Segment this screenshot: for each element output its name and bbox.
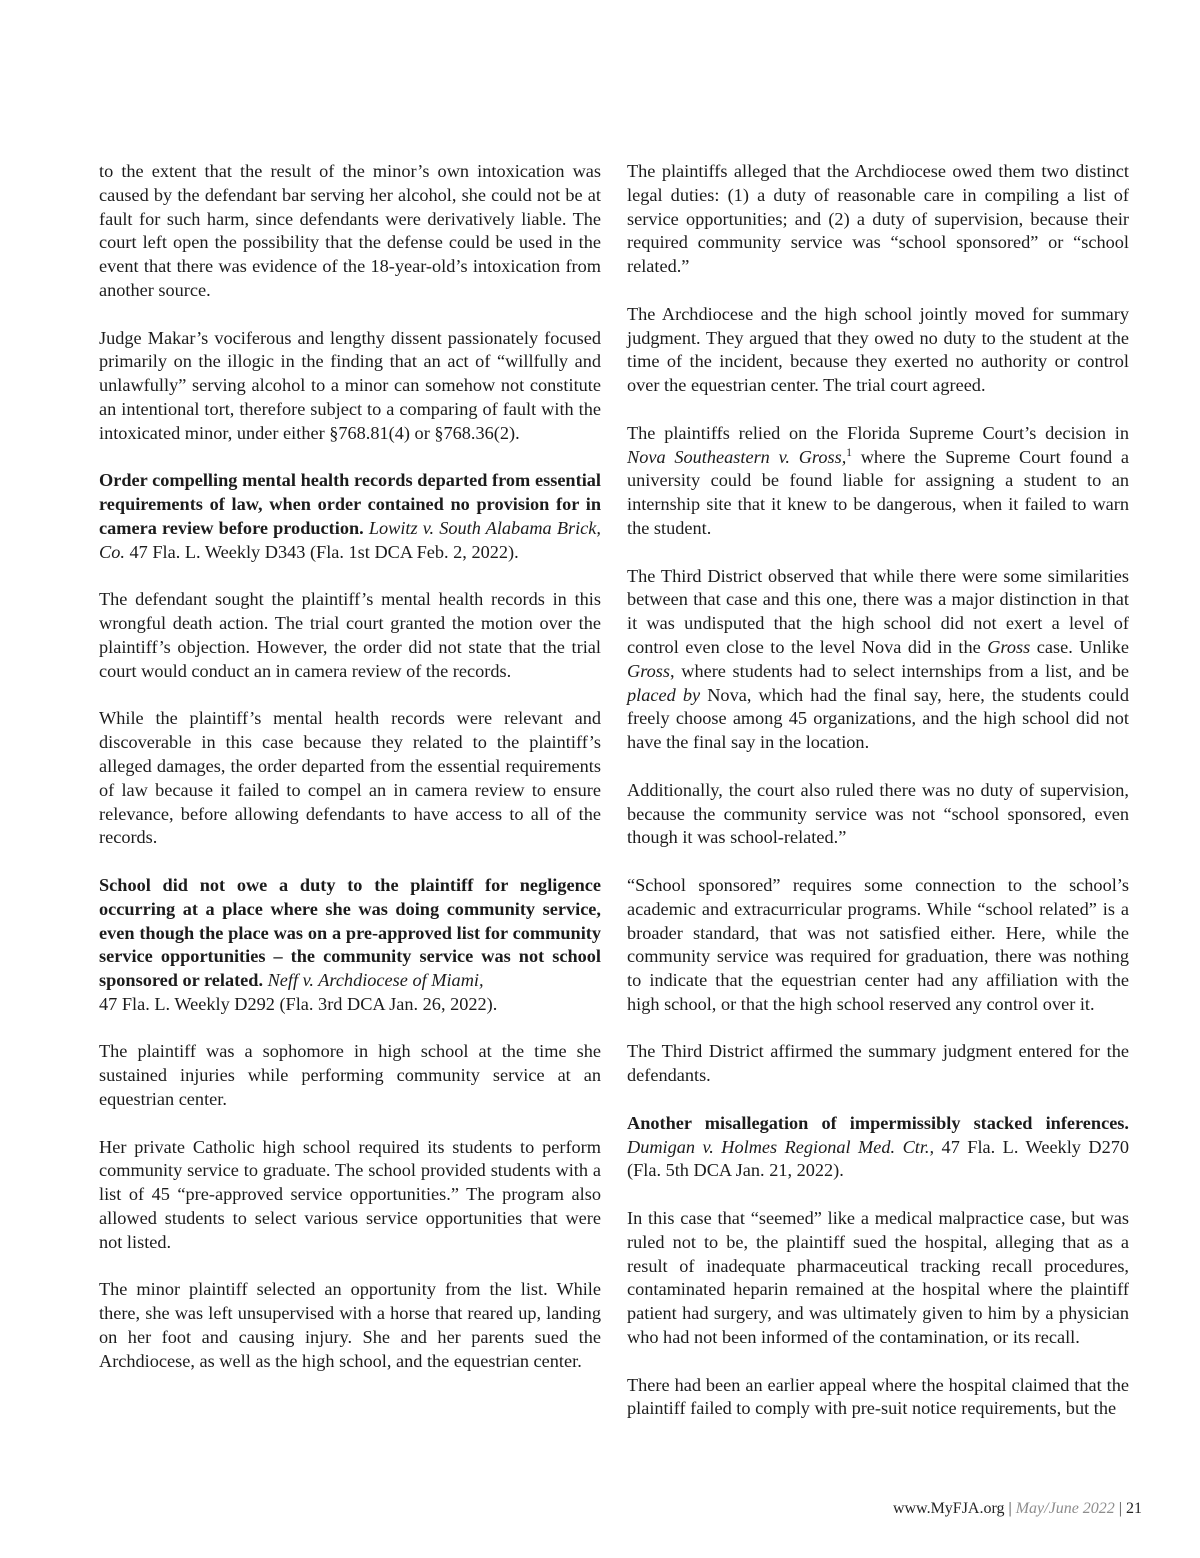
- text: case. Unlike: [1036, 636, 1129, 657]
- paragraph: The Third District affirmed the summary judgment entered for the defendants.: [627, 1041, 1129, 1086]
- footer-separator: |: [1008, 1500, 1012, 1517]
- case-citation: 47 Fla. L. Weekly D343 (Fla. 1st DCA Feb. 2, 2022).: [129, 541, 519, 562]
- text: , where students had to select internships from a list, and be: [670, 660, 1129, 681]
- case-name: Nova Southeastern v. Gross,: [627, 446, 847, 467]
- paragraph: Additionally, the court also ruled there was no duty of supervision, because the community service was not “school sponsored, even though it was school-related.”: [627, 779, 1129, 848]
- footnote-ref[interactable]: 1: [846, 446, 852, 459]
- text: The Third District observed that while there were some similarities between that case and this one, there was a major distinction in that it was undisputed that the high school did not exert a level of control even close to the level Nova did in the: [627, 565, 1129, 657]
- footer-separator: |: [1118, 1500, 1122, 1517]
- paragraph: While the plaintiff’s mental health records were relevant and discoverable in this case because they related to the plaintiff’s alleged damages, the order departed from the essential requirements of law because it failed to compel an in camera review to ensure relevance, before allowing defendants to have access to all of the records.: [99, 708, 601, 848]
- text: Nova, which had the final say, here, the students could freely choose among 45 organizations, and the high school did not have the final say in the location.: [627, 684, 1130, 753]
- paragraph: There had been an earlier appeal where the hospital claimed that the plaintiff failed to comply with pre-suit notice requirements, but the: [627, 1374, 1129, 1419]
- text: The plaintiffs relied on the Florida Supreme Court’s decision in: [627, 422, 1129, 443]
- paragraph: Judge Makar’s vociferous and lengthy dissent passionately focused primarily on the illogic in the finding that an act of “willfully and unlawfully” serving alcohol to a minor can somehow not constitute an intentional tort, therefore subject to a comparing of fault with the intoxicated minor, under either §768.81(4) or §768.36(2).: [99, 327, 601, 443]
- paragraph: The defendant sought the plaintiff’s mental health records in this wrongful death action. The trial court granted the motion over the plaintiff’s objection. However, the order did not state that the trial court would conduct an in camera review of the records.: [99, 589, 601, 681]
- case-name: Lowitz v. South Alabama Brick, Co.: [99, 517, 601, 562]
- case-heading: [99, 469, 601, 564]
- case-heading-bold: Order compelling mental health records departed from essential requirements of law, when order contained no provision for in camera review before production.: [99, 470, 601, 538]
- case-heading: [627, 1112, 1129, 1183]
- case-name: Neff v. Archdiocese of Miami,: [267, 970, 484, 991]
- page-number: 21: [1126, 1500, 1142, 1517]
- page-footer: [893, 1500, 1142, 1518]
- paragraph: The minor plaintiff selected an opportunity from the list. While there, she was left unsupervised with a horse that reared up, landing on her foot and causing injury. She and her parents sued the Archdiocese, as well as the high school, and the equestrian center.: [99, 1279, 601, 1371]
- case-citation: 47 Fla. L. Weekly D270 (Fla. 5th DCA Jan. 21, 2022).: [627, 1136, 1129, 1181]
- case-heading-bold: Another misallegation of impermissibly stacked inferences.: [627, 1112, 1129, 1133]
- case-heading: [99, 874, 601, 1017]
- text: where the Supreme Court found a university could be found liable for assigning a student to an internship site that it knew to be dangerous, when it failed to warn the student.: [627, 446, 1129, 538]
- paragraph: “School sponsored” requires some connection to the school’s academic and extracurricular programs. While “school related” is a broader standard, that was not satisfied either. Here, while the community service was required for graduation, there was nothing to indicate that the equestrian center had any affiliation with the high school, or that the high school reserved any control over it.: [627, 874, 1129, 1014]
- case-name: Dumigan v. Holmes Regional Med. Ctr.,: [627, 1136, 935, 1157]
- paragraph: [627, 565, 1129, 755]
- footer-issue: May/June 2022: [1015, 1500, 1115, 1517]
- paragraph: The plaintiff was a sophomore in high school at the time she sustained injuries while performing community service at an equestrian center.: [99, 1041, 601, 1110]
- case-citation: 47 Fla. L. Weekly D292 (Fla. 3rd DCA Jan. 26, 2022).: [99, 993, 498, 1014]
- emphasis: placed by: [627, 684, 701, 705]
- right-column: [627, 160, 1129, 1421]
- paragraph: The plaintiffs alleged that the Archdiocese owed them two distinct legal duties: (1) a duty of reasonable care in compiling a list of service opportunities; and (2) a duty of supervision, because their required community service was “school sponsored” or “school related.”: [627, 161, 1129, 277]
- case-name: Gross: [987, 636, 1031, 657]
- paragraph: [627, 422, 1129, 541]
- left-column: [99, 160, 601, 1374]
- paragraph: Her private Catholic high school required its students to perform community service to graduate. The school provided students with a list of 45 “pre-approved service opportunities.” The program also allowed students to select various service opportunities that were not listed.: [99, 1136, 601, 1252]
- paragraph: In this case that “seemed” like a medical malpractice case, but was ruled not to be, the plaintiff sued the hospital, alleging that as a result of inadequate pharmaceutical tracking recall procedures, contaminated heparin remained at the hospital where the plaintiff patient had surgery, and was ultimately given to him by a physician who had not been informed of the contamination, or its recall.: [627, 1208, 1129, 1348]
- paragraph: The Archdiocese and the high school jointly moved for summary judgment. They argued that they owed no duty to the student at the time of the incident, because they exerted no authority or control over the equestrian center. The trial court agreed.: [627, 303, 1129, 396]
- case-name: Gross: [627, 660, 671, 681]
- footer-site-link[interactable]: www.MyFJA.org: [892, 1500, 1005, 1517]
- case-heading-bold: School did not owe a duty to the plaintiff for negligence occurring at a place where she was doing community service, even though the place was on a pre-approved list for community service opportunities – the community service was not school sponsored or related.: [99, 874, 601, 991]
- paragraph: to the extent that the result of the minor’s own intoxication was caused by the defendant bar serving her alcohol, she could not be at fault for such harm, since defendants were derivatively liable. The court left open the possibility that the defense could be used in the event that there was evidence of the 18-year-old’s intoxication from another source.: [99, 161, 601, 300]
